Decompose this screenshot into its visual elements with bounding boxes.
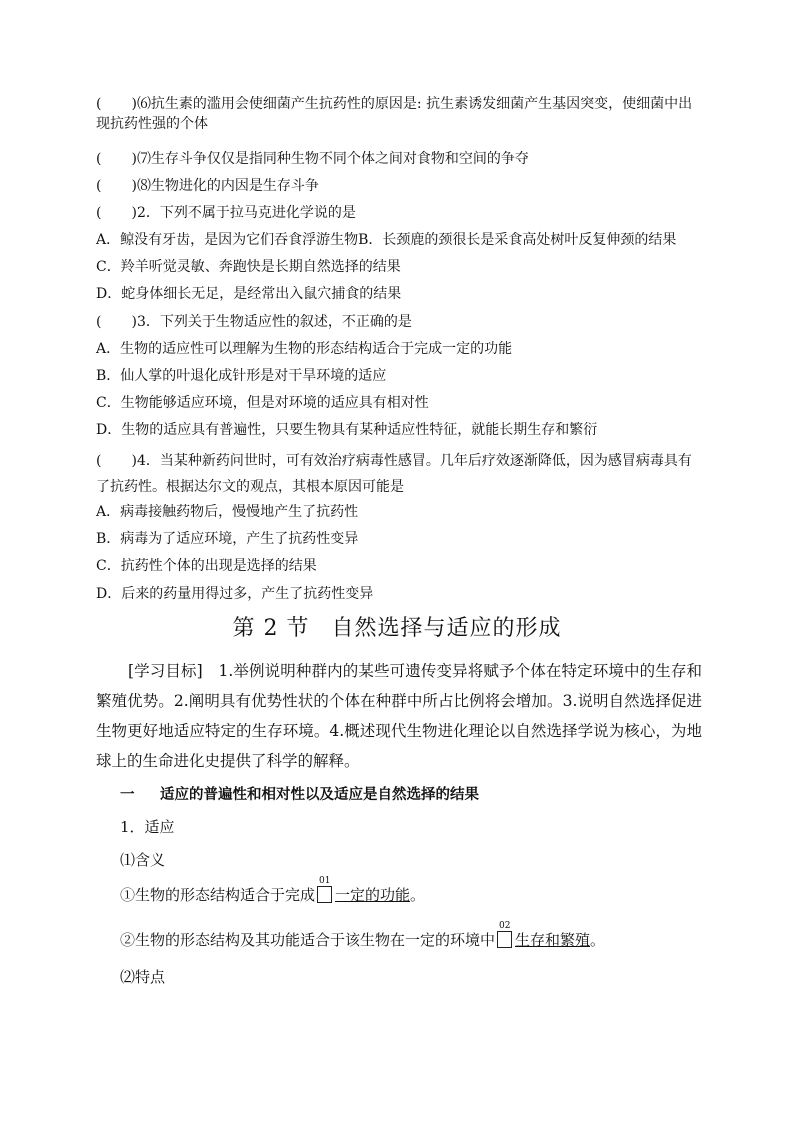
item-meaning-2: ②生物的形态结构及其功能适合于该生物在一定的环境中 02 生存和繁殖。	[120, 921, 606, 949]
subheading-meaning: ⑴含义	[120, 851, 166, 869]
question-3-option-d: D．生物的适应具有普遍性，只要生物具有某种适应性特征，就能长期生存和繁衍	[96, 422, 598, 438]
subheading-adaptation: 1．适应	[120, 818, 175, 836]
question-3-option-b: B．仙人掌的叶退化成针形是对干旱环境的适应	[96, 368, 387, 384]
heading-text: 适应的普遍性和相对性以及适应是自然选择的结果	[160, 786, 479, 803]
answer-text: 一定的功能	[335, 886, 411, 904]
question-4-option-c: C．抗药性个体的出现是选择的结果	[96, 558, 317, 574]
section-title	[0, 614, 794, 644]
question-2-option-d: D．蛇身体细长无足，是经常出入鼠穴捕食的结果	[96, 286, 402, 302]
question-2-option-c: C．羚羊听觉灵敏、奔跑快是长期自然选择的结果	[96, 259, 401, 275]
question-4: ( )4．当某种新药问世时，可有效治疗病毒性感冒。几年后疗效逐渐降低，因为感冒病毒具有了抗药性。根据达尔文的观点，其根本原因可能是	[96, 453, 692, 495]
question-3-option-c: C．生物能够适应环境，但是对环境的适应具有相对性	[96, 395, 429, 411]
learning-objectives: [学习目标] 1.举例说明种群内的某些可遗传变异将赋予个体在特定环境中的生存和繁殖优势。2.阐明具有优势性状的个体在种群中所占比例将会增加。3.说明自然选择促进生物更好地适应特定的生存环境。4.概述现代生物进化理论以自然选择学说为核心，为地球上的生命进化史提供了科学的解释。	[96, 662, 702, 770]
heading-adaptation	[120, 784, 479, 806]
question-3: ( )3．下列关于生物适应性的叙述，不正确的是	[96, 314, 412, 330]
question-4-option-b: B．病毒为了适应环境，产生了抗药性变异	[96, 531, 359, 547]
heading-number: 一	[120, 786, 135, 803]
question-4-option-d: D．后来的药量用得过多，产生了抗药性变异	[96, 586, 374, 602]
question-2-option-ab: A．鲸没有牙齿，是因为它们吞食浮游生物B．长颈鹿的颈很长是采食高处树叶反复伸颈的结果	[96, 232, 677, 248]
answer-box-icon: 02	[497, 931, 512, 948]
answer-text: 生存和繁殖	[515, 931, 591, 949]
question-4-option-a: A．病毒接触药物后，慢慢地产生了抗药性	[96, 504, 359, 520]
item-meaning-1: ①生物的形态结构适合于完成 01 一定的功能。	[120, 876, 426, 904]
section-name: 自然选择与适应的形成	[331, 616, 562, 641]
answer-box-icon: 01	[317, 886, 332, 903]
subheading-features: ⑵特点	[120, 968, 166, 986]
section-number: 第 2 节	[232, 616, 310, 641]
question-line-6: ( )⑹抗生素的滥用会使细菌产生抗药性的原因是: 抗生素诱发细菌产生基因突变，使细菌中出现抗药性强的个体	[96, 96, 693, 132]
question-line-7: ( )⑺生存斗争仅仅是指同种生物不同个体之间对食物和空间的争夺	[96, 151, 529, 167]
question-3-option-a: A．生物的适应性可以理解为生物的形态结构适合于完成一定的功能	[96, 341, 513, 357]
question-2: ( )2．下列不属于拉马克进化学说的是	[96, 205, 356, 221]
question-line-8: ( )⑻生物进化的内因是生存斗争	[96, 178, 319, 194]
